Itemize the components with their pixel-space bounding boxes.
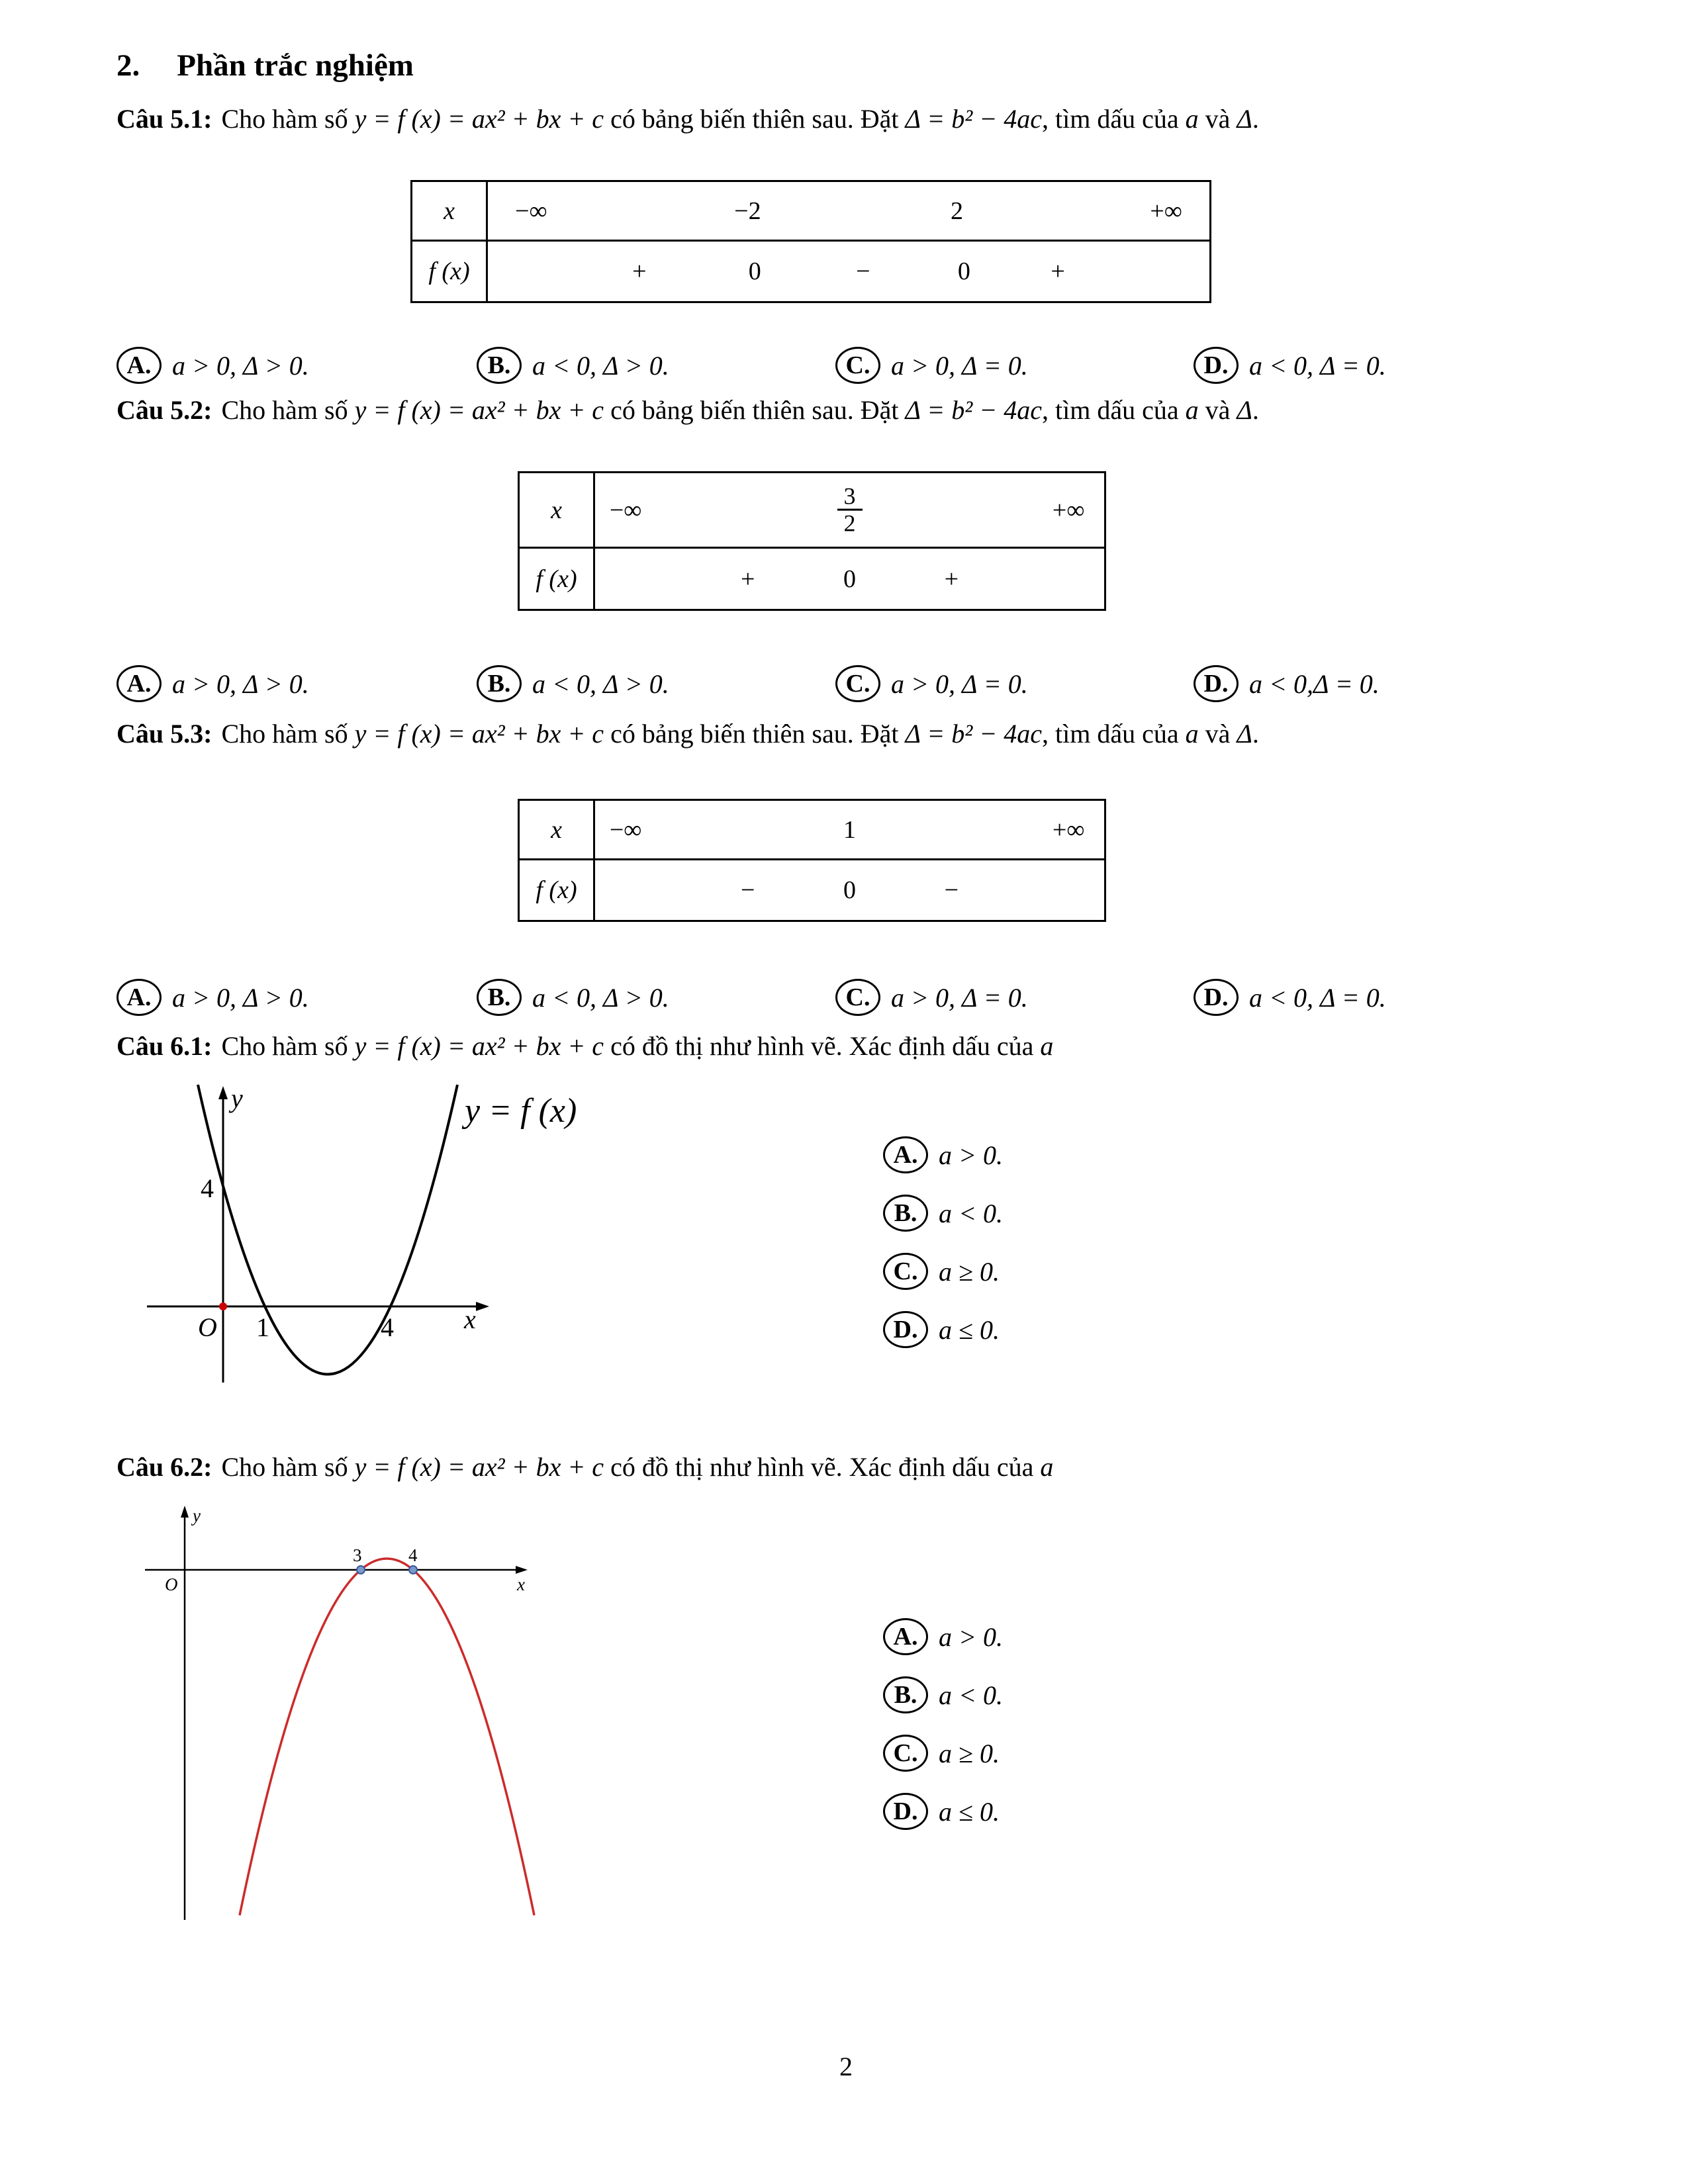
heading-title: Phần trắc nghiệm — [177, 48, 414, 83]
option-b — [477, 347, 669, 384]
option-b-text: a < 0. — [939, 1680, 1003, 1710]
x-tick-4: 4 — [381, 1312, 394, 1342]
variation-table-5-3 — [518, 799, 1106, 922]
question-6-1-text: Câu 6.1: Cho hàm số y = f (x) = ax² + bx + c có đồ thị như hình vẽ. Xác định dấu của a — [117, 1031, 1054, 1061]
option-d-letter: D. — [1194, 665, 1239, 702]
x-axis-arrow-icon — [476, 1302, 489, 1311]
option-c-letter: C. — [835, 665, 880, 702]
question-5-1-label: Câu 5.1: — [117, 104, 212, 134]
sign-value: − — [740, 876, 755, 904]
option-d-text: a < 0,Δ = 0. — [1249, 668, 1380, 699]
options-5-2 — [117, 665, 1575, 706]
option-c-letter: C. — [883, 1735, 928, 1772]
option-c-letter: C. — [883, 1253, 928, 1290]
option-a — [117, 347, 309, 384]
curve-equation-label: y = f (x) — [465, 1092, 577, 1130]
table-f-row — [595, 860, 1104, 920]
option-d-text: a ≤ 0. — [939, 1796, 1000, 1827]
option-a-letter: A. — [117, 665, 162, 702]
options-5-3 — [117, 979, 1575, 1020]
origin-point — [219, 1302, 227, 1310]
sign-value: + — [1051, 257, 1065, 285]
x-value: +∞ — [1150, 197, 1182, 225]
x-axis-arrow-icon — [516, 1566, 528, 1574]
x-tick-1: 1 — [256, 1312, 269, 1342]
x-value-fraction: $\frac{3}{2}$ — [837, 483, 863, 537]
option-d-letter: D. — [883, 1793, 928, 1830]
zero-value: 0 — [843, 876, 856, 904]
option-d-text: a < 0, Δ = 0. — [1249, 982, 1386, 1013]
x-value: −∞ — [609, 496, 642, 524]
x-value: −∞ — [609, 815, 642, 844]
option-b — [477, 979, 669, 1016]
options-6-2 — [883, 1618, 1003, 1830]
option-b — [477, 665, 669, 702]
variation-table-5-1 — [410, 180, 1211, 303]
question-5-3-text: Câu 5.3: Cho hàm số y = f (x) = ax² + bx + c có bảng biến thiên sau. Đặt Δ = b² − 4ac, tìm dấu của a và Δ. — [117, 719, 1259, 749]
table-f-header: f (x) — [412, 242, 488, 301]
table-f-header: f (x) — [520, 549, 595, 609]
option-d-letter: D. — [1194, 979, 1239, 1016]
options-6-1 — [883, 1136, 1003, 1348]
option-d — [883, 1793, 1003, 1830]
option-c-text: a ≥ 0. — [939, 1256, 1000, 1287]
option-d — [1194, 665, 1380, 702]
option-b-text: a < 0. — [939, 1198, 1003, 1228]
option-d-text: a < 0, Δ = 0. — [1249, 350, 1386, 381]
zero-value: 0 — [957, 257, 970, 285]
zero-value: 0 — [748, 257, 761, 285]
question-6-1-label: Câu 6.1: — [117, 1031, 212, 1061]
table-x-header: x — [412, 182, 488, 242]
option-d — [883, 1311, 1003, 1348]
sign-value: + — [740, 565, 755, 593]
option-b-letter: B. — [883, 1195, 928, 1232]
option-b-text: a < 0, Δ > 0. — [532, 982, 669, 1013]
option-c — [883, 1735, 1003, 1772]
option-a-text: a > 0. — [939, 1140, 1003, 1170]
x-tick-3: 3 — [353, 1545, 362, 1565]
option-b-letter: B. — [477, 979, 522, 1016]
parabola-curve — [198, 1085, 457, 1375]
option-a-letter: A. — [883, 1618, 928, 1655]
sign-value: + — [944, 565, 959, 593]
option-a — [883, 1136, 1003, 1173]
option-b-letter: B. — [883, 1676, 928, 1713]
x-value: 1 — [843, 815, 856, 844]
x-axis-label: x — [517, 1574, 525, 1594]
option-d-text: a ≤ 0. — [939, 1314, 1000, 1345]
sign-value: + — [632, 257, 647, 285]
option-c — [835, 979, 1028, 1016]
option-d — [1194, 979, 1386, 1016]
option-c-letter: C. — [835, 347, 880, 384]
parabola-graph-up — [137, 1083, 653, 1394]
page-heading — [117, 48, 1575, 83]
x-value: 2 — [951, 197, 963, 225]
option-b-letter: B. — [477, 347, 522, 384]
option-a-text: a > 0. — [939, 1621, 1003, 1652]
y-axis-arrow-icon — [181, 1506, 189, 1518]
question-5-2-text: Câu 5.2: Cho hàm số y = f (x) = ax² + bx + c có bảng biến thiên sau. Đặt Δ = b² − 4ac, tìm dấu của a và Δ. — [117, 395, 1259, 425]
root-point-3 — [357, 1566, 365, 1574]
option-b-text: a < 0, Δ > 0. — [532, 350, 669, 381]
y-axis-arrow-icon — [218, 1086, 228, 1099]
x-value: −2 — [734, 197, 761, 225]
option-a-text: a > 0, Δ > 0. — [172, 668, 309, 699]
option-d-letter: D. — [883, 1311, 928, 1348]
graph-6-2-block — [117, 1502, 1575, 1925]
option-a-letter: A. — [117, 347, 162, 384]
option-a — [117, 665, 309, 702]
table-x-row — [595, 801, 1104, 860]
question-5-1-text: Câu 5.1: Cho hàm số y = f (x) = ax² + bx + c có bảng biến thiên sau. Đặt Δ = b² − 4ac, tìm dấu của a và Δ. — [117, 104, 1259, 134]
table-f-row — [488, 242, 1209, 301]
heading-number: 2. — [117, 48, 140, 83]
x-value: +∞ — [1052, 496, 1085, 524]
page-number: 2 — [839, 2052, 853, 2081]
table-x-row — [595, 473, 1104, 549]
y-tick-4: 4 — [201, 1173, 214, 1203]
table-f-row — [595, 549, 1104, 609]
x-axis-label: x — [464, 1304, 476, 1334]
question-5-3-label: Câu 5.3: — [117, 719, 212, 749]
option-c — [835, 347, 1028, 384]
sign-value: − — [856, 257, 870, 285]
option-c-text: a > 0, Δ = 0. — [891, 982, 1028, 1013]
x-value: −∞ — [515, 197, 547, 225]
question-5-2-label: Câu 5.2: — [117, 395, 212, 425]
option-a-text: a > 0, Δ > 0. — [172, 350, 309, 381]
option-c-text: a > 0, Δ = 0. — [891, 350, 1028, 381]
question-6-2-label: Câu 6.2: — [117, 1452, 212, 1482]
option-d-letter: D. — [1194, 347, 1239, 384]
table-f-header: f (x) — [520, 860, 595, 920]
option-a-text: a > 0, Δ > 0. — [172, 982, 309, 1013]
option-a — [883, 1618, 1003, 1655]
option-b-letter: B. — [477, 665, 522, 702]
origin-label: O — [198, 1312, 217, 1342]
table-x-row — [488, 182, 1209, 242]
x-tick-4: 4 — [408, 1545, 418, 1565]
question-6-2-text: Câu 6.2: Cho hàm số y = f (x) = ax² + bx + c có đồ thị như hình vẽ. Xác định dấu của a — [117, 1452, 1054, 1482]
zero-value: 0 — [843, 565, 856, 593]
x-value: +∞ — [1052, 815, 1085, 844]
option-c-text: a > 0, Δ = 0. — [891, 668, 1028, 699]
sign-value: − — [944, 876, 959, 904]
parabola-curve — [240, 1559, 534, 1915]
table-x-header: x — [520, 473, 595, 549]
option-a-letter: A. — [883, 1136, 928, 1173]
y-axis-label: y — [193, 1506, 201, 1525]
variation-table-5-2 — [518, 471, 1106, 611]
option-d — [1194, 347, 1386, 384]
option-c-letter: C. — [835, 979, 880, 1016]
origin-label: O — [165, 1574, 178, 1594]
option-a — [117, 979, 309, 1016]
option-a-letter: A. — [117, 979, 162, 1016]
table-x-header: x — [520, 801, 595, 860]
option-b — [883, 1676, 1003, 1713]
option-c — [883, 1253, 1003, 1290]
graph-6-1-block — [117, 1083, 1575, 1394]
option-c-text: a ≥ 0. — [939, 1738, 1000, 1768]
parabola-graph-down — [137, 1502, 567, 1925]
option-b — [883, 1195, 1003, 1232]
root-point-4 — [409, 1566, 417, 1574]
y-axis-label: y — [231, 1083, 243, 1113]
option-b-text: a < 0, Δ > 0. — [532, 668, 669, 699]
option-c — [835, 665, 1028, 702]
options-5-1 — [117, 347, 1575, 388]
